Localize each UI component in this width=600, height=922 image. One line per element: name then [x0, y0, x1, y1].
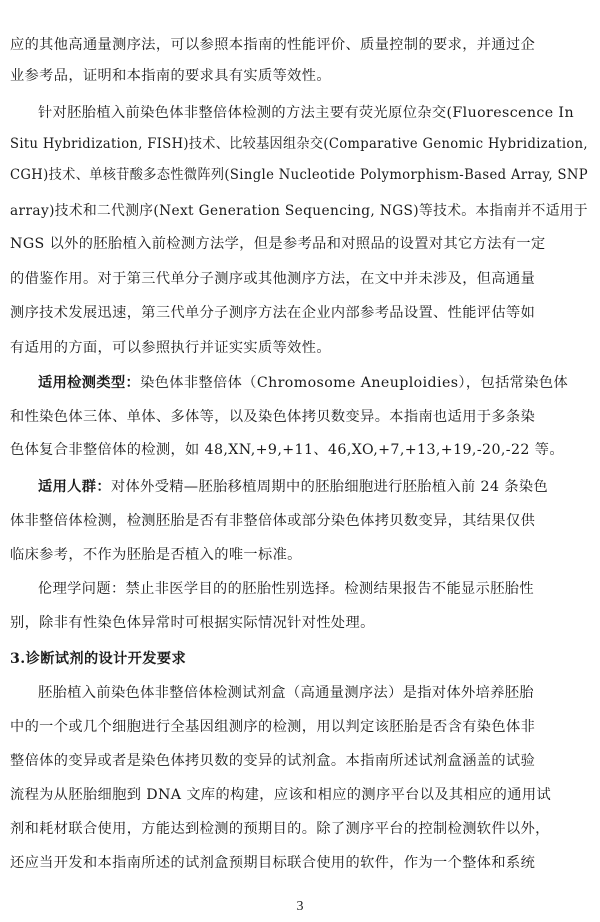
text-line-content: 测序技术发展迅速，第三代单分子测序方法在企业内部参考品设置、性能评估等如	[10, 305, 536, 321]
text-line-content: 应的其他高通量测序法，可以参照本指南的性能评价、质量控制的要求，并通过企	[10, 37, 536, 53]
text-line-content: 中的一个或几个细胞进行全基因组测序的检测，用以判定该胚胎是否含有染色体非	[10, 719, 536, 735]
text-line-content: 业参考品，证明和本指南的要求具有实质等效性。	[10, 68, 331, 84]
text-line-content: 剂和耗材联合使用，方能达到检测的预期目的。除了测序平台的控制检测软件以外，	[10, 821, 550, 837]
page-number: 3	[296, 899, 304, 914]
text-line	[10, 30, 600, 61]
text-line	[10, 780, 600, 811]
text-line	[38, 678, 600, 709]
text-line-content: 和性染色体三体、单体、多体等，以及染色体拷贝数变异。本指南也适用于多条染	[10, 409, 536, 425]
text-line	[10, 129, 600, 160]
text-line	[10, 298, 600, 329]
text-line	[10, 229, 600, 260]
text-line-body: 染色体非整倍体（Chromosome Aneuploidies），包括常染色体	[140, 375, 569, 391]
text-line	[10, 264, 600, 295]
text-line-body: 对体外受精—胚胎移植周期中的胚胎细胞进行胚胎植入前 24 条染色	[110, 479, 549, 495]
text-line	[38, 98, 600, 129]
text-line-content: 整倍体的变异或者是染色体拷贝数的变异的试剂盒。本指南所述试剂盒涵盖的试验	[10, 753, 536, 769]
text-line	[10, 196, 600, 227]
text-line-content	[38, 368, 568, 399]
text-line-content: 临床参考，不作为胚胎是否植入的唯一标准。	[10, 547, 302, 563]
text-line	[10, 402, 600, 433]
text-line-content: array)技术和二代测序(Next Generation Sequencing, NGS)等技术。本指南并不适用于	[10, 203, 588, 219]
text-line	[10, 814, 600, 845]
text-line	[10, 160, 600, 191]
text-line	[38, 472, 600, 503]
text-line-content: 还应当开发和本指南所述的试剂盒预期目标联合使用的软件，作为一个整体和系统	[10, 855, 536, 871]
text-line-content: 的借鉴作用。对于第三代单分子测序或其他测序方法，在文中并未涉及，但高通量	[10, 271, 536, 287]
text-line	[38, 368, 600, 399]
lead-label: 适用检测类型：	[38, 375, 141, 391]
text-line-content: 针对胚胎植入前染色体非整倍体检测的方法主要有荧光原位杂交(Fluorescence In	[38, 105, 574, 121]
text-line	[10, 540, 600, 571]
text-line	[38, 574, 600, 605]
text-line-content	[38, 472, 548, 503]
text-line-content: 别，除非有性染色体异常时可根据实际情况针对性处理。	[10, 615, 375, 631]
text-line-content: Situ Hybridization, FISH)技术、比较基因组杂交(Comparative Genomic Hybridization,	[10, 136, 588, 152]
text-line	[10, 848, 600, 879]
text-line	[10, 608, 600, 639]
text-line	[10, 746, 600, 777]
text-line-content: 体非整倍体检测，检测胚胎是否有非整倍体或部分染色体拷贝数变异，其结果仅供	[10, 513, 536, 529]
text-line-content: NGS 以外的胚胎植入前检测方法学，但是参考品和对照品的设置对其它方法有一定	[10, 236, 546, 252]
text-line-content: 胚胎植入前染色体非整倍体检测试剂盒（高通量测序法）是指对体外培养胚胎	[38, 685, 534, 701]
text-line-content: 流程为从胚胎细胞到 DNA 文库的构建，应该和相应的测序平台以及其相应的通用试	[10, 787, 552, 803]
lead-label: 适用人群：	[38, 479, 111, 495]
text-line	[10, 712, 600, 743]
text-line	[10, 506, 600, 537]
text-line	[10, 333, 600, 364]
text-line-content: 有适用的方面，可以参照执行并证实实质等效性。	[10, 340, 331, 356]
text-line-content: 伦理学问题：禁止非医学目的的胚胎性别选择。检测结果报告不能显示胚胎性	[38, 581, 534, 597]
section-heading-text: 3.诊断试剂的设计开发要求	[10, 651, 187, 667]
text-line	[10, 435, 600, 466]
text-line-content: 色体复合非整倍体的检测，如 48,XN,+9,+11、46,XO,+7,+13,+19,-20,-22 等。	[10, 442, 564, 458]
section-heading	[10, 644, 600, 675]
text-line	[10, 61, 600, 92]
text-line-content: CGH)技术、单核苷酸多态性微阵列(Single Nucleotide Polymorphism-Based Array, SNP	[10, 167, 588, 183]
